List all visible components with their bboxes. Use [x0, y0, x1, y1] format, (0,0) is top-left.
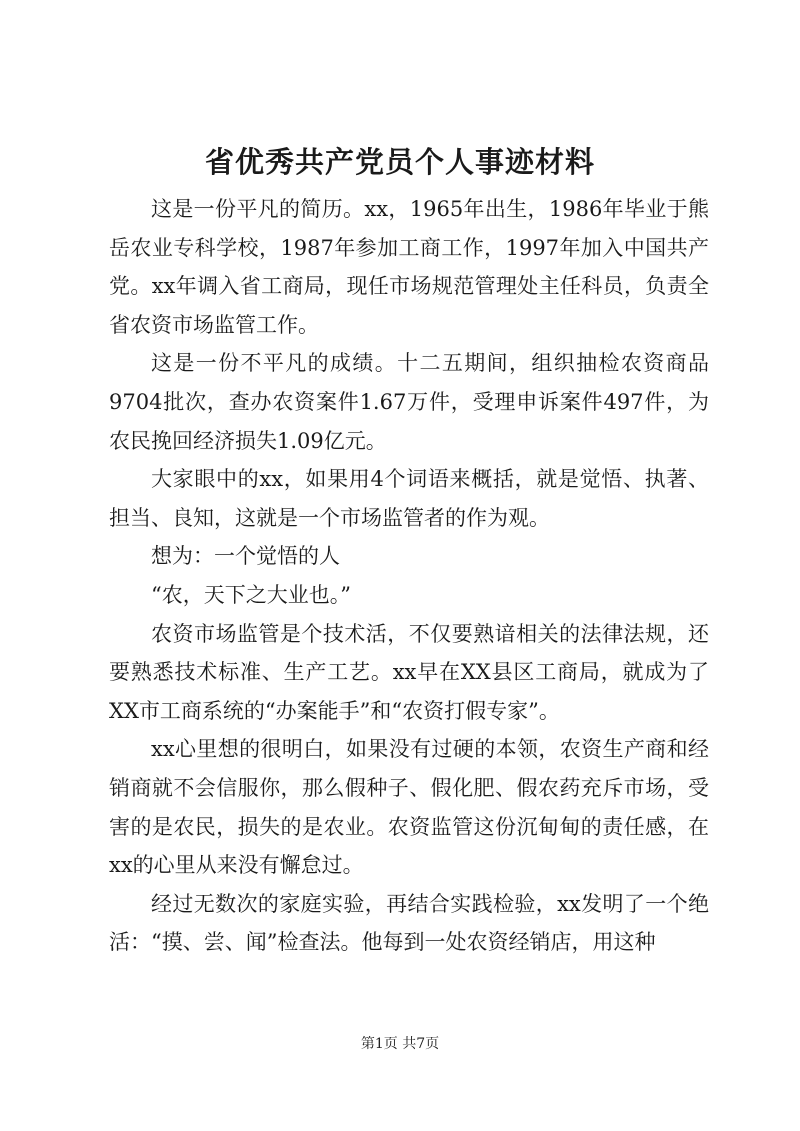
section-heading: 想为：一个觉悟的人 [151, 544, 340, 569]
paragraph-resume: 这是一份平凡的简历。xx，1965年出生，1986年毕业于熊岳农业专科学校，1987年参加工商工作，1997年加入中国共产党。xx年调入省工商局，现任市场规范管理处主任科员，负责全省农资市场监管工作。 [109, 197, 709, 337]
paragraph-summary: 大家眼中的xx，如果用4个词语来概括，就是觉悟、执著、担当、良知，这就是一个市场监管者的作为观。 [109, 467, 709, 530]
quote-line: “农，天下之大业也。” [151, 582, 351, 607]
paragraph-expertise: 农资市场监管是个技术活，不仅要熟谙相关的法律法规，还要熟悉技术标准、生产工艺。xx早在XX县区工商局，就成为了XX市工商系统的“办案能手”和“农资打假专家”。 [109, 621, 709, 723]
page-footer [0, 1034, 800, 1054]
page-number: 第1页 共7页 [360, 1036, 440, 1052]
paragraph-responsibility: xx心里想的很明白，如果没有过硬的本领，农资生产商和经销商就不会信服你，那么假种子、假化肥、假农药充斥市场，受害的是农民，损失的是农业。农资监管这份沉甸甸的责任感，在xx的心里从来没有懈怠过。 [109, 737, 709, 878]
paragraph-method: 经过无数次的家庭实验，再结合实践检验，xx发明了一个绝活：“摸、尝、闻”检查法。他每到一处农资经销店，用这种 [109, 891, 709, 955]
document-title: 省优秀共产党员个人事迹材料 [204, 145, 595, 179]
document-body [109, 190, 709, 962]
paragraph-achievements: 这是一份不平凡的成绩。十二五期间，组织抽检农资商品9704批次，查办农资案件1.67万件，受理申诉案件497件，为农民挽回经济损失1.09亿元。 [109, 351, 709, 453]
